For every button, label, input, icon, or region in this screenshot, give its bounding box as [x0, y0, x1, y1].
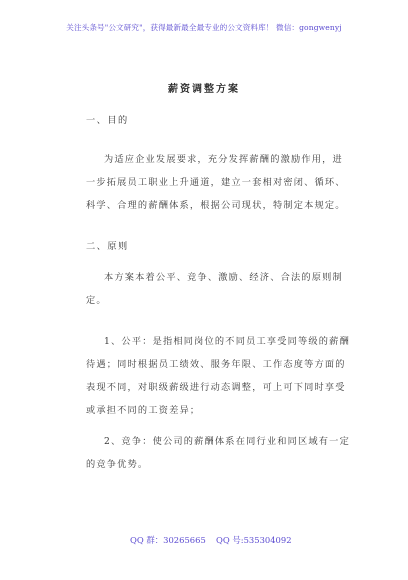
paragraph-line: 表现不同，对职级薪级进行动态调整，可上可下同时享受 [86, 382, 346, 393]
paragraph-line: 本方案本着公平、竞争、激励、经济、合法的原则制 [104, 272, 343, 283]
paragraph-line: 1、公平：是指相同岗位的不同员工享受同等级的薪酬 [104, 336, 350, 347]
paragraph-line: 待遇；同时根据员工绩效、服务年限、工作态度等方面的 [86, 359, 346, 370]
paragraph-fairness [86, 330, 356, 422]
section-heading-purpose: 一、目的 [86, 115, 129, 126]
header-banner: 关注头条号"公文研究"，获得最新最全最专业的公文资料库！ 微信：gongwenyj [66, 23, 342, 32]
paragraph-line: 定。 [86, 295, 107, 306]
paragraph-line: 为适应企业发展要求，充分发挥薪酬的激励作用，进 [104, 154, 343, 165]
footer-qq-group: QQ 群：30265665 [130, 535, 206, 545]
paragraph-line: 科学、合理的薪酬体系，根据公司现状，特制定本规定。 [86, 200, 346, 211]
paragraph-line: 或承担不同的工资差异； [86, 405, 201, 416]
paragraph-competition [86, 430, 356, 476]
paragraph-purpose [86, 148, 356, 217]
paragraph-line: 一步拓展员工职业上升通道，建立一套相对密闭、循环、 [86, 177, 346, 188]
paragraph-principles [86, 266, 356, 312]
paragraph-line: 的竞争优势。 [86, 459, 149, 470]
document-title: 薪资调整方案 [168, 84, 240, 95]
footer-qq-id: QQ 号:535304092 [216, 535, 292, 545]
paragraph-line: 2、竞争：使公司的薪酬体系在同行业和同区域有一定 [104, 436, 350, 447]
section-heading-principles: 二、原则 [86, 241, 129, 252]
